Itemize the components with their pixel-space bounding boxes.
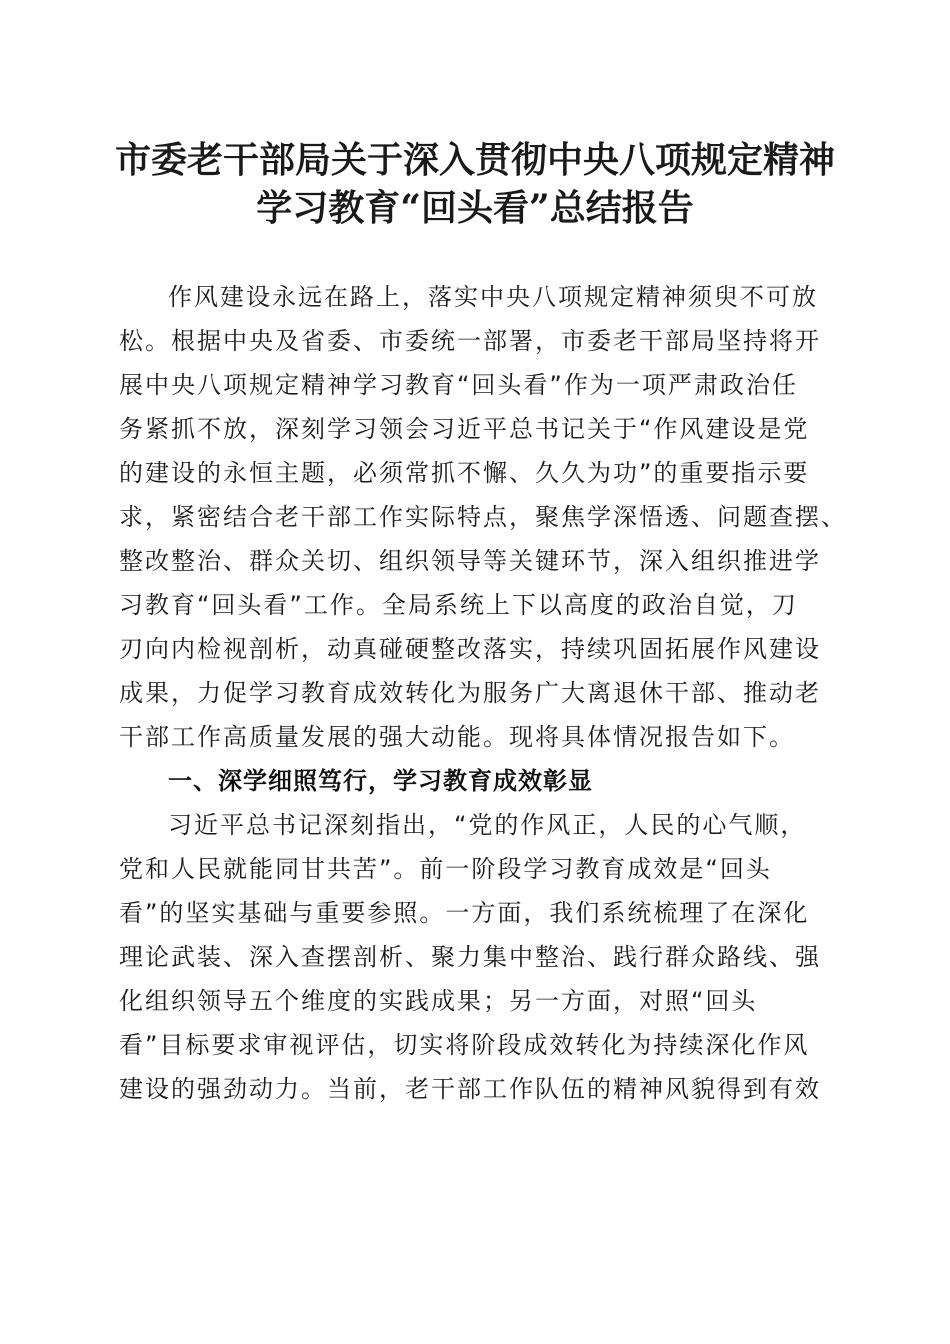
paragraph-1-line: 的建设的永恒主题，必须常抓不懈、久久为功”的重要指示要 xyxy=(119,459,810,487)
paragraph-1-line: 务紧抓不放，深刻学习领会习近平总书记关于“作风建设是党 xyxy=(119,415,810,443)
paragraph-1-line: 习教育“回头看”工作。全局系统上下以高度的政治自觉，刀 xyxy=(119,591,798,619)
document-title-line-2: 学习教育“回头看”总结报告 xyxy=(256,187,694,229)
paragraph-1-line: 刃向内检视剖析，动真碰硬整改落实，持续巩固拓展作风建设 xyxy=(119,635,821,663)
document-title-line-1: 市委老干部局关于深入贯彻中央八项规定精神 xyxy=(114,139,835,181)
paragraph-2-line: 化组织领导五个维度的实践成果；另一方面，对照“回头 xyxy=(119,987,758,1015)
paragraph-2-line: 看”的坚实基础与重要参照。一方面，我们系统梳理了在深化 xyxy=(119,899,810,927)
paragraph-1-line: 整改整治、群众关切、组织领导等关键环节，深入组织推进学 xyxy=(119,547,821,575)
paragraph-1-line: 成果，力促学习教育成效转化为服务广大离退休干部、推动老 xyxy=(119,679,821,707)
paragraph-1-line: 展中央八项规定精神学习教育“回头看”作为一项严肃政治任 xyxy=(119,371,798,399)
paragraph-1-line: 求，紧密结合老干部工作实际特点，聚焦学深悟透、问题查摆、 xyxy=(119,503,847,531)
paragraph-2-line: 理论武装、深入查摆剖析、聚力集中整治、践行群众路线、强 xyxy=(119,943,821,971)
paragraph-2-line: 党和人民就能同甘共苦”。前一阶段学习教育成效是“回头 xyxy=(119,855,772,883)
paragraph-1-line: 松。根据中央及省委、市委统一部署，市委老干部局坚持将开 xyxy=(119,327,821,355)
paragraph-1-line: 干部工作高质量发展的强大动能。现将具体情况报告如下。 xyxy=(119,723,795,751)
paragraph-2-line: 看”目标要求审视评估，切实将阶段成效转化为持续深化作风 xyxy=(119,1031,810,1059)
paragraph-1-line: 作风建设永远在路上，落实中央八项规定精神须臾不可放 xyxy=(168,283,818,311)
paragraph-2-line: 建设的强劲动力。当前，老干部工作队伍的精神风貌得到有效 xyxy=(119,1075,821,1103)
section-heading-1: 一、深学细照笃行，学习教育成效彰显 xyxy=(168,767,593,795)
paragraph-2-line: 习近平总书记深刻指出，“党的作风正，人民的心气顺， xyxy=(168,811,807,839)
